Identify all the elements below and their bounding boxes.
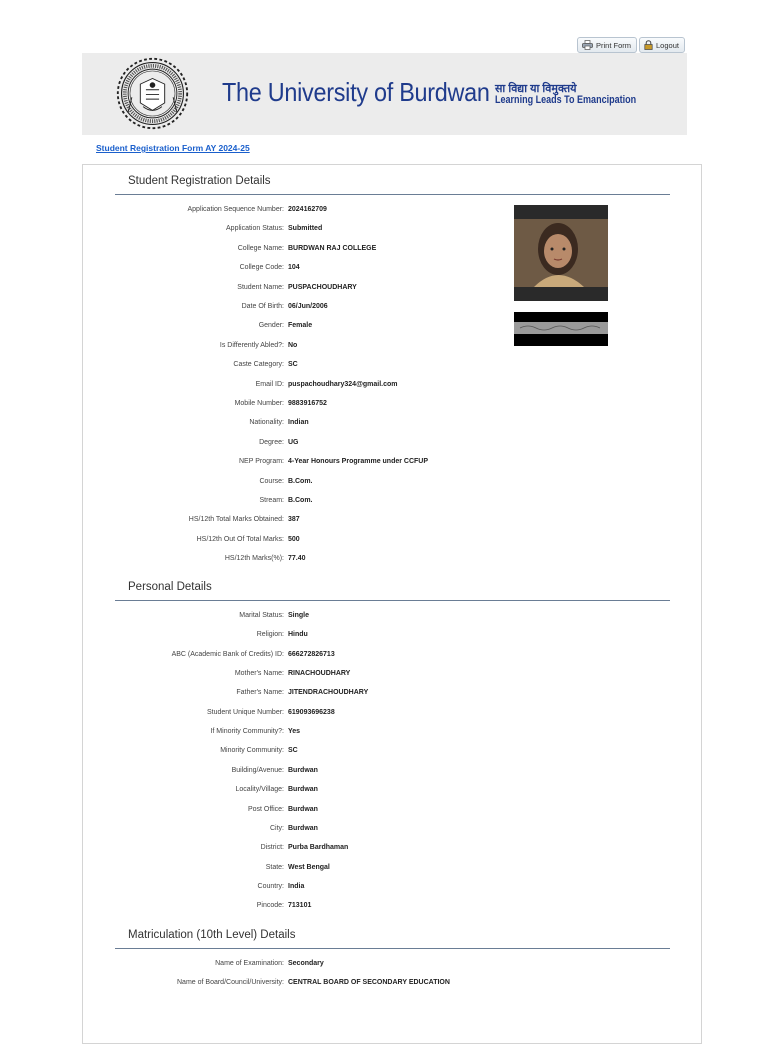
field-value: SC <box>288 361 298 369</box>
field-label: Nationality: <box>249 419 284 427</box>
detail-row <box>0 206 768 218</box>
field-label: Student Unique Number: <box>206 708 284 716</box>
detail-row <box>0 806 768 818</box>
field-label: Name of Examination: <box>215 960 284 967</box>
field-value: Burdwan <box>288 766 318 774</box>
field-value: JITENDRACHOUDHARY <box>288 689 369 697</box>
field-value: Female <box>288 322 313 330</box>
field-label: Mobile Number: <box>234 400 284 407</box>
field-value: West Bengal <box>288 863 330 871</box>
field-label: Marital Status: <box>239 612 284 619</box>
section-divider <box>115 600 670 601</box>
detail-row <box>0 322 768 334</box>
field-value: B.Com. <box>288 477 313 485</box>
field-label: Email ID: <box>255 380 284 388</box>
field-value: Burdwan <box>288 805 318 813</box>
detail-row <box>0 497 768 509</box>
field-label: HS/12th Total Marks Obtained: <box>188 516 284 524</box>
field-value: 713101 <box>288 902 312 910</box>
field-value: 9883916752 <box>288 400 327 407</box>
detail-row <box>0 883 768 895</box>
field-label: Gender: <box>258 322 284 330</box>
section-title-personal: Personal Details <box>128 581 212 593</box>
field-value: Secondary <box>288 960 324 967</box>
section-title-matriculation: Matriculation (10th Level) Details <box>128 929 296 941</box>
field-label: Application Status: <box>226 225 284 233</box>
field-label: ABC (Academic Bank of Credits) ID: <box>171 650 284 658</box>
field-label: Religion: <box>256 631 284 639</box>
field-label: State: <box>265 863 284 871</box>
field-label: College Code: <box>239 264 284 272</box>
field-label: Course: <box>259 477 284 485</box>
field-label: Name of Board/Council/University: <box>177 979 284 987</box>
field-value: Submitted <box>288 225 323 233</box>
field-label: Building/Avenue: <box>231 766 284 774</box>
field-value: SC <box>288 747 298 755</box>
motto-english: Learning Leads To Emancipation <box>495 94 637 106</box>
field-label: Date Of Birth: <box>241 303 284 310</box>
header-banner <box>82 53 687 135</box>
logout-label: Logout <box>656 40 679 50</box>
field-value: Burdwan <box>288 786 318 794</box>
detail-row <box>0 458 768 470</box>
field-value: 500 <box>288 535 300 543</box>
field-label: Mother's Name: <box>234 670 284 678</box>
detail-row <box>0 478 768 490</box>
detail-row <box>0 747 768 759</box>
detail-row <box>0 825 768 837</box>
field-label: Application Sequence Number: <box>187 206 284 213</box>
field-label: Country: <box>257 882 284 890</box>
detail-row <box>0 361 768 373</box>
detail-row <box>0 284 768 296</box>
field-value: RINACHOUDHARY <box>288 670 351 678</box>
section-divider <box>115 194 670 195</box>
field-label: NEP Program: <box>239 458 284 466</box>
field-label: If Minority Community?: <box>210 728 284 736</box>
field-label: Locality/Village: <box>235 786 284 794</box>
field-value: India <box>288 882 305 890</box>
field-value: puspachoudhary324@gmail.com <box>288 380 398 388</box>
logout-button[interactable] <box>639 37 685 53</box>
detail-row <box>0 902 768 914</box>
field-label: Minority Community: <box>220 747 284 755</box>
detail-row <box>0 728 768 740</box>
field-value: BURDWAN RAJ COLLEGE <box>288 244 377 252</box>
field-label: Pincode: <box>256 902 284 910</box>
field-value: Single <box>288 612 310 619</box>
field-value: CENTRAL BOARD OF SECONDARY EDUCATION <box>288 979 450 987</box>
detail-row <box>0 400 768 412</box>
detail-row <box>0 670 768 682</box>
field-value: 2024162709 <box>288 206 327 213</box>
field-label: Stream: <box>259 497 284 504</box>
field-value: Indian <box>288 419 309 427</box>
detail-row <box>0 264 768 276</box>
field-label: Father's Name: <box>236 689 284 697</box>
print-form-button[interactable] <box>577 37 637 53</box>
field-label: Is Differently Abled?: <box>219 341 284 349</box>
detail-row <box>0 303 768 315</box>
university-seal-icon <box>115 56 190 131</box>
field-value: 619093696238 <box>288 708 335 716</box>
field-value: Burdwan <box>288 824 318 832</box>
field-value: UG <box>288 438 299 446</box>
section-divider <box>115 948 670 949</box>
university-name: The University of Burdwan <box>222 77 490 107</box>
field-value: Yes <box>288 728 301 736</box>
field-label: HS/12th Marks(%): <box>224 555 284 563</box>
detail-row <box>0 979 768 991</box>
detail-row <box>0 419 768 431</box>
field-value: 104 <box>288 264 300 272</box>
detail-row <box>0 342 768 354</box>
field-value: Hindu <box>288 631 308 639</box>
detail-row <box>0 844 768 856</box>
student-photo <box>514 205 608 301</box>
detail-row <box>0 225 768 237</box>
detail-row <box>0 786 768 798</box>
detail-row <box>0 516 768 528</box>
detail-row <box>0 689 768 701</box>
registration-form-link[interactable]: Student Registration Form AY 2024-25 <box>96 143 250 153</box>
field-value: B.Com. <box>288 497 313 504</box>
detail-row <box>0 709 768 721</box>
field-label: College Name: <box>237 244 284 252</box>
detail-row <box>0 612 768 624</box>
lock-icon <box>644 40 653 50</box>
section-title-registration: Student Registration Details <box>128 175 271 187</box>
detail-row <box>0 439 768 451</box>
field-value: 387 <box>288 516 300 524</box>
field-value: 666272826713 <box>288 650 335 658</box>
field-label: HS/12th Out Of Total Marks: <box>196 535 284 543</box>
field-value: No <box>288 341 298 349</box>
field-label: Degree: <box>259 438 284 446</box>
printer-icon <box>582 40 593 50</box>
detail-row <box>0 960 768 972</box>
motto-hindi: सा विद्या या विमुक्तये <box>495 83 577 95</box>
field-label: Student Name: <box>237 283 284 291</box>
detail-row <box>0 381 768 393</box>
detail-row <box>0 555 768 567</box>
top-toolbar <box>577 37 685 53</box>
detail-row <box>0 245 768 257</box>
field-value: PUSPACHOUDHARY <box>288 283 357 291</box>
detail-row <box>0 536 768 548</box>
student-signature <box>514 312 608 346</box>
field-value: 77.40 <box>288 555 306 563</box>
field-value: 4-Year Honours Programme under CCFUP <box>288 458 429 466</box>
detail-row <box>0 651 768 663</box>
detail-row <box>0 767 768 779</box>
field-label: Post Office: <box>247 805 284 813</box>
field-label: District: <box>260 844 284 852</box>
field-label: Caste Category: <box>233 361 284 369</box>
detail-row <box>0 631 768 643</box>
field-label: City: <box>270 824 284 832</box>
print-form-label: Print Form <box>596 40 632 50</box>
field-value: 06/Jun/2006 <box>288 303 328 310</box>
field-value: Purba Bardhaman <box>288 844 349 852</box>
detail-row <box>0 864 768 876</box>
